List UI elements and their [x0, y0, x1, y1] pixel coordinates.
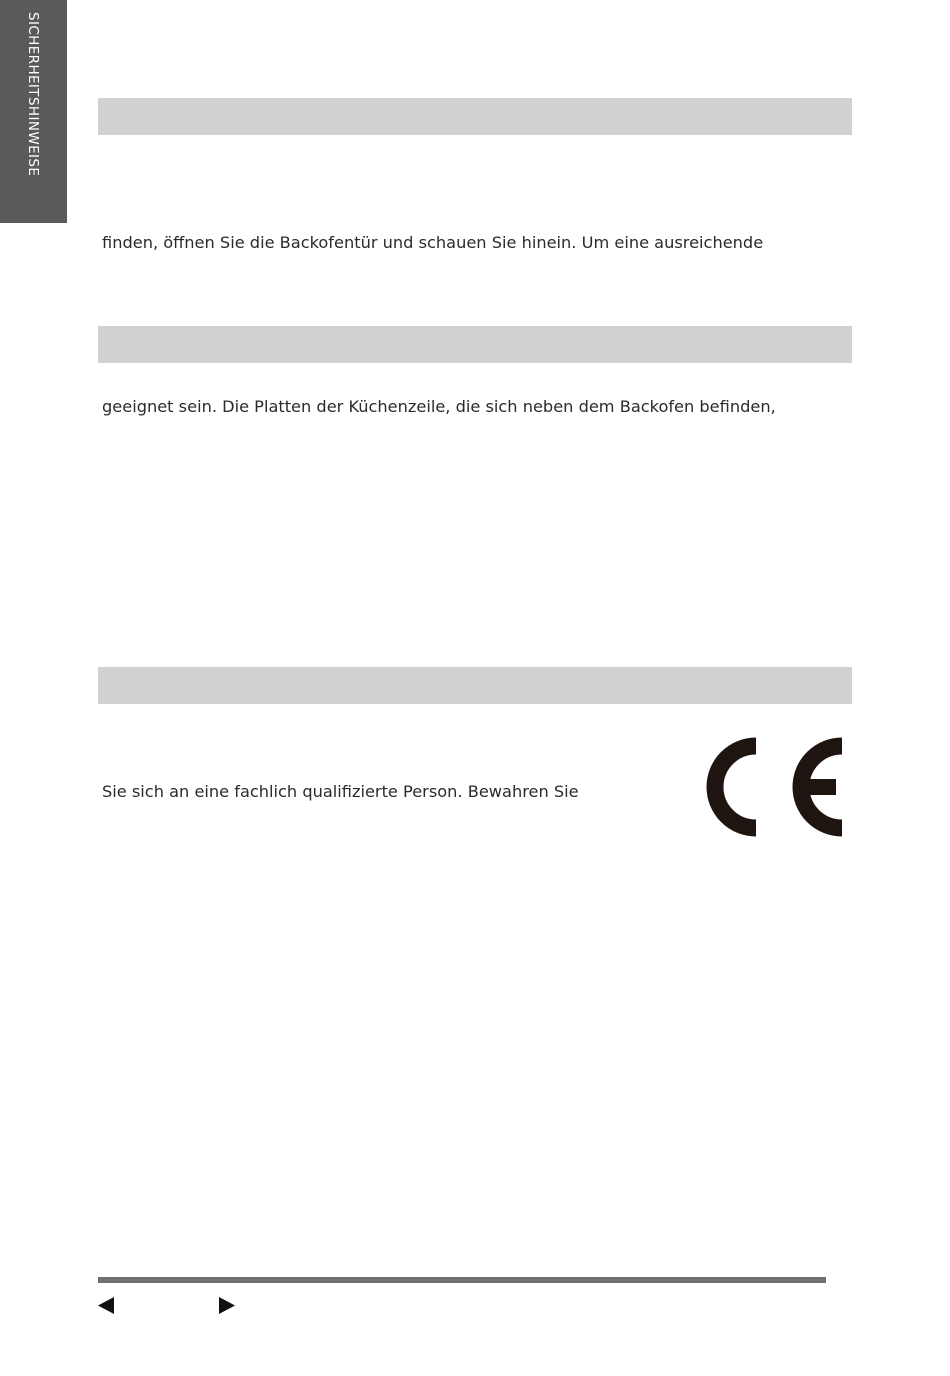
- section-header-bar: [98, 98, 852, 135]
- section-header-bar: [98, 667, 852, 704]
- side-tab: [0, 0, 67, 223]
- triangle-left-icon: [98, 1297, 114, 1314]
- footer-rule: [98, 1277, 826, 1283]
- body-text-line: finden, öffnen Sie die Backofentür und schauen Sie hinein. Um eine ausreichende: [102, 233, 764, 252]
- body-text-line: Sie sich an eine fachlich qualifizierte Person. Bewahren Sie: [102, 782, 579, 801]
- body-text-line: geeignet sein. Die Platten der Küchenzeile, die sich neben dem Backofen befinden,: [102, 397, 776, 416]
- previous-page-button[interactable]: [98, 1297, 114, 1314]
- section-header-bar: [98, 326, 852, 363]
- ce-mark-icon: [700, 736, 844, 838]
- side-tab-label: SICHERHEITSHINWEISE: [25, 12, 41, 177]
- triangle-right-icon: [219, 1297, 235, 1314]
- next-page-button[interactable]: [219, 1297, 235, 1314]
